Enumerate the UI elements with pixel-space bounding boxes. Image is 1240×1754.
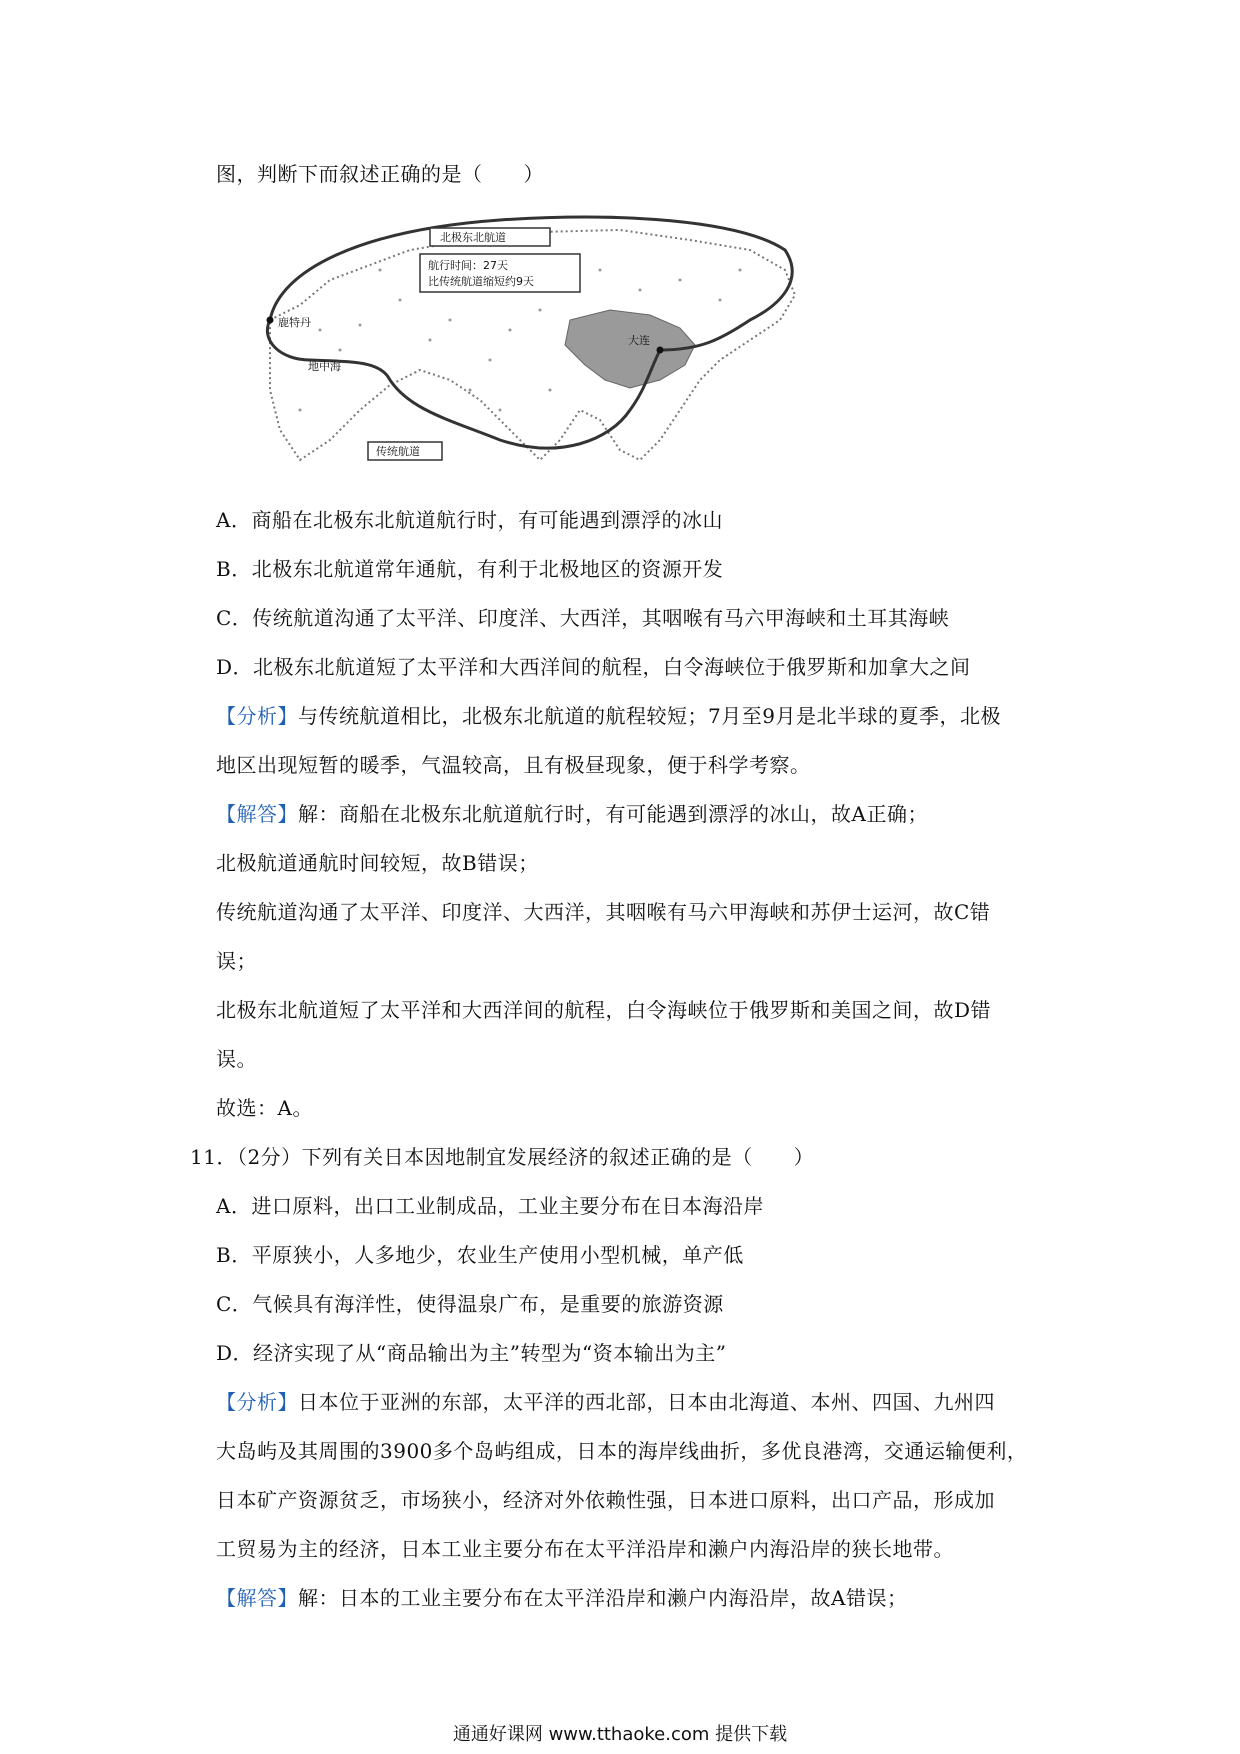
- q10-answer: [216, 800, 928, 828]
- route-map-svg: [240, 210, 810, 480]
- q11-option-c: C．气候具有海洋性，使得温泉广布，是重要的旅游资源: [216, 1292, 724, 1316]
- city-east-label: 大连: [628, 334, 650, 347]
- q10-answer-line6: 误。: [216, 1047, 257, 1071]
- analysis-text-1: 与传统航道相比，北极东北航道的航程较短；7月至9月是北半球的夏季，北极: [298, 704, 1001, 728]
- q10-answer-line2: 北极航道通航时间较短，故B错误；: [216, 851, 539, 875]
- q11-stem: 11．（2分）下列有关日本因地制宜发展经济的叙述正确的是（ ）: [190, 1145, 815, 1169]
- q11-answer: [216, 1584, 907, 1612]
- route-map-figure: [240, 210, 810, 480]
- q10-option-d: D．北极东北航道短了太平洋和大西洋间的航程，白令海峡位于俄罗斯和加拿大之间: [216, 655, 971, 679]
- q11-option-b: B．平原狭小，人多地少，农业生产使用小型机械，单产低: [216, 1243, 744, 1267]
- route-info-line2: 比传统航道缩短约9天: [428, 275, 534, 288]
- q11-analysis-line4: 工贸易为主的经济，日本工业主要分布在太平洋沿岸和濑户内海沿岸的狭长地带。: [216, 1537, 954, 1561]
- rotterdam-point: [267, 317, 274, 324]
- q11-analysis: [216, 1388, 995, 1416]
- q10-answer-line5: 北极东北航道短了太平洋和大西洋间的航程，白令海峡位于俄罗斯和美国之间，故D错: [216, 998, 992, 1022]
- q10-answer-line7: 故选：A。: [216, 1096, 313, 1120]
- q10-option-c: C．传统航道沟通了太平洋、印度洋、大西洋，其咽喉有马六甲海峡和土耳其海峡: [216, 606, 950, 630]
- answer-text-1: 解：商船在北极东北航道航行时，有可能遇到漂浮的冰山，故A正确；: [298, 802, 928, 826]
- question-stem-tail: 图，判断下而叙述正确的是（ ）: [216, 162, 544, 186]
- q11-option-a: A．进口原料，出口工业制成品，工业主要分布在日本海沿岸: [216, 1194, 764, 1218]
- answer-tag: 【解答】: [216, 1586, 298, 1610]
- q10-answer-line3: 传统航道沟通了太平洋、印度洋、大西洋，其咽喉有马六甲海峡和苏伊士运河，故C错: [216, 900, 991, 924]
- q10-answer-line4: 误；: [216, 949, 257, 973]
- q10-option-a: A．商船在北极东北航道航行时，有可能遇到漂浮的冰山: [216, 508, 723, 532]
- dalian-point: [657, 347, 664, 354]
- answer-text-1: 解：日本的工业主要分布在太平洋沿岸和濑户内海沿岸，故A错误；: [298, 1586, 908, 1610]
- q10-option-b: B．北极东北航道常年通航，有利于北极地区的资源开发: [216, 557, 724, 581]
- city-west-label: 鹿特丹: [278, 316, 311, 329]
- page-footer: 通通好课网 www.tthaoke.com 提供下载: [452, 1724, 788, 1745]
- route-info-line1: 航行时间：27天: [428, 259, 508, 272]
- q11-option-d: D．经济实现了从“商品输出为主”转型为“资本输出为主”: [216, 1341, 727, 1365]
- traditional-route-label: 传统航道: [376, 445, 420, 458]
- q11-analysis-line3: 日本矿产资源贫乏，市场狭小，经济对外依赖性强，日本进口原料，出口产品，形成加: [216, 1488, 995, 1512]
- q10-analysis-line2: 地区出现短暂的暖季，气温较高，且有极昼现象，便于科学考察。: [216, 753, 811, 777]
- northeast-route-label: 北极东北航道: [440, 231, 506, 244]
- analysis-tag: 【分析】: [216, 704, 298, 728]
- q10-analysis: [216, 702, 1001, 730]
- answer-tag: 【解答】: [216, 802, 298, 826]
- strait-label: 地中海: [308, 360, 341, 373]
- analysis-tag: 【分析】: [216, 1390, 298, 1414]
- analysis-text-1: 日本位于亚洲的东部，太平洋的西北部，日本由北海道、本州、四国、九州四: [298, 1390, 995, 1414]
- q11-analysis-line2: 大岛屿及其周围的3900多个岛屿组成，日本的海岸线曲折，多优良港湾，交通运输便利，: [216, 1439, 1028, 1463]
